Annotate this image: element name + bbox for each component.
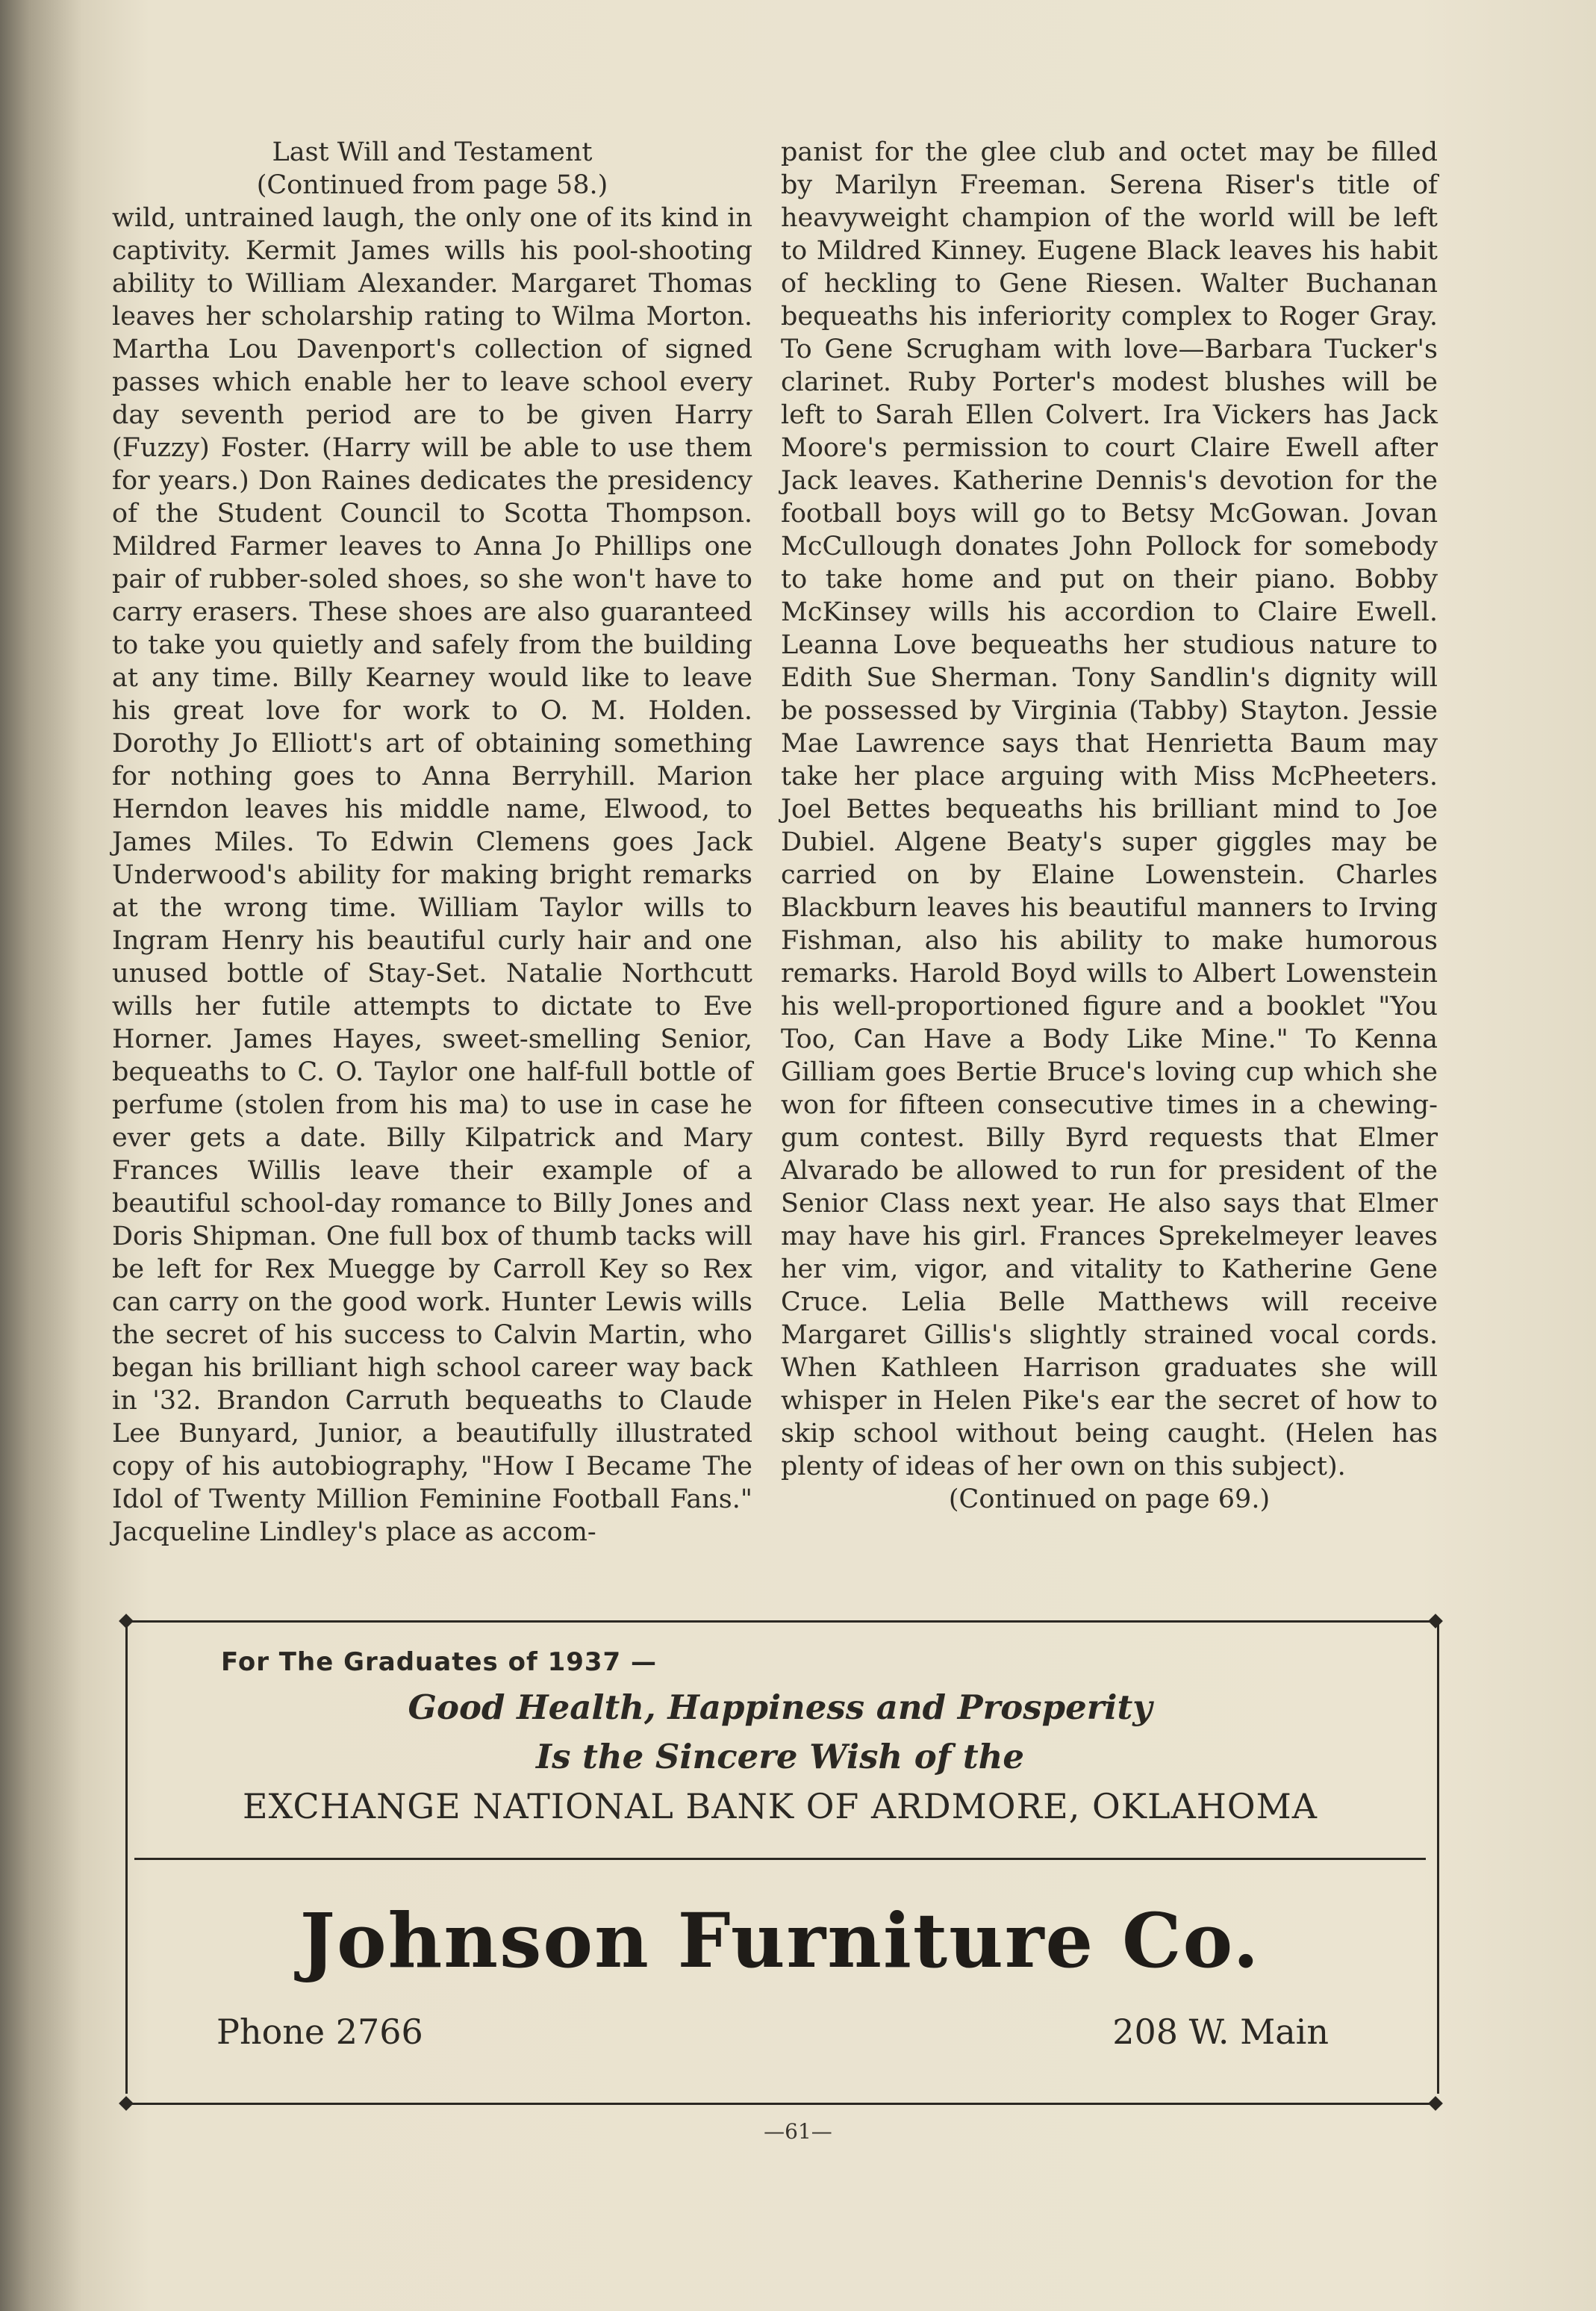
- page-number: —61—: [764, 2119, 832, 2144]
- furniture-ad-name: Johnson Furniture Co.: [299, 1897, 1261, 1985]
- ad-bottom-rule: [125, 2103, 1437, 2105]
- bank-ad-headline: For The Graduates of 1937 —: [221, 1647, 658, 1677]
- bank-ad-wish: Good Health, Happiness and Prosperity: [408, 1688, 1153, 1727]
- article-continued-from: (Continued from page 58.): [256, 170, 608, 200]
- bank-ad-name: EXCHANGE NATIONAL BANK OF ARDMORE, OKLAHOMA: [243, 1786, 1318, 1826]
- furniture-ad-phone: Phone 2766: [216, 2012, 423, 2052]
- article-left-text: wild, untrained laugh, the only one of its kind in captivity. Kermit James wills his pool-shooting ability to William Alexander. Margaret Thomas leaves her scholarship rating to Wilma Morton. Martha Lou Davenport's collection of signed passes which enable her to leave school every day seventh period are to be given Harry (Fuzzy) Foster. (Harry will be able to use them for years.) Don Raines dedicates the presidency of the Student Council to Scotta Thompson. Mildred Farmer leaves to Anna Jo Phillips one pair of rubber-soled shoes, so she won't have to carry erasers. These shoes are also guaranteed to take you quietly and safely from the building at any time. Billy Kearney would like to leave his great love for work to O. M. Holden. Dorothy Jo Elliott's art of obtaining something for nothing goes to Anna Berryhill. Marion Herndon leaves his middle name, Elwood, to James Miles. To Edwin Clemens goes Jack Underwood's ability for making bright remarks at the wrong time. William Taylor wills to Ingram Henry his beautiful curly hair and one unused bottle of Stay-Set. Natalie Northcutt wills her futile attempts to dictate to Eve Horner. James Hayes, sweet-smelling Senior, bequeaths to C. O. Taylor one half-full bottle of perfume (stolen from his ma) to use in case he ever gets a date. Billy Kilpatrick and Mary Frances Willis leave their example of a beautiful school-day romance to Billy Jones and Doris Shipman. One full box of thumb tacks will be left for Rex Muegge by Carroll Key so Rex can carry on the good work. Hunter Lewis wills the secret of his success to Calvin Martin, who began his brilliant high school career way back in '32. Brandon Carruth bequeaths to Claude Lee Bunyard, Junior, a beautifully illustrated copy of his autobiography, "How I Became The Idol of Twenty Million Feminine Football Fans." Jacqueline Lindley's place as accom-: [112, 203, 752, 1547]
- ad-divider: [134, 1858, 1426, 1860]
- furniture-ad-address: 208 W. Main: [1112, 2012, 1329, 2052]
- bank-ad-wish-line2: Is the Sincere Wish of the: [536, 1737, 1024, 1776]
- article-right-column: [781, 136, 1438, 1516]
- article-left-column: [112, 136, 752, 1549]
- article-heading: Last Will and Testament: [272, 137, 593, 167]
- article-right-text: panist for the glee club and octet may be filled by Marilyn Freeman. Serena Riser's title of heavyweight champion of the world will be left to Mildred Kinney. Eugene Black leaves his habit of heckling to Gene Riesen. Walter Buchanan bequeaths his inferiority complex to Roger Gray. To Gene Scrugham with love—Barbara Tucker's clarinet. Ruby Porter's modest blushes will be left to Sarah Ellen Colvert. Ira Vickers has Jack Moore's permission to court Claire Ewell after Jack leaves. Katherine Dennis's devotion for the football boys will go to Betsy McGowan. Jovan McCullough donates John Pollock for somebody to take home and put on their piano. Bobby McKinsey wills his accordion to Claire Ewell. Leanna Love bequeaths her studious nature to Edith Sue Sherman. Tony Sandlin's dignity will be possessed by Virginia (Tabby) Stayton. Jessie Mae Lawrence says that Henrietta Baum may take her place arguing with Miss McPheeters. Joel Bettes bequeaths his brilliant mind to Joe Dubiel. Algene Beaty's super giggles may be carried on by Elaine Lowenstein. Charles Blackburn leaves his beautiful manners to Irving Fishman, also his ability to make humorous remarks. Harold Boyd wills to Albert Lowenstein his well-proportioned figure and a booklet "You Too, Can Have a Body Like Mine." To Kenna Gilliam goes Bertie Bruce's loving cup which she won for fifteen consecutive times in a chewing-gum contest. Billy Byrd requests that Elmer Alvarado be allowed to run for president of the Senior Class next year. He also says that Elmer may have his girl. Frances Sprekelmeyer leaves her vim, vigor, and vitality to Katherine Gene Cruce. Lelia Belle Matthews will receive Margaret Gillis's slightly strained vocal cords. When Kathleen Harrison graduates she will whisper in Helen Pike's ear the secret of how to skip school without being caught. (Helen has plenty of ideas of her own on this subject).: [781, 137, 1438, 1481]
- continued-on-note: (Continued on page 69.): [948, 1484, 1271, 1514]
